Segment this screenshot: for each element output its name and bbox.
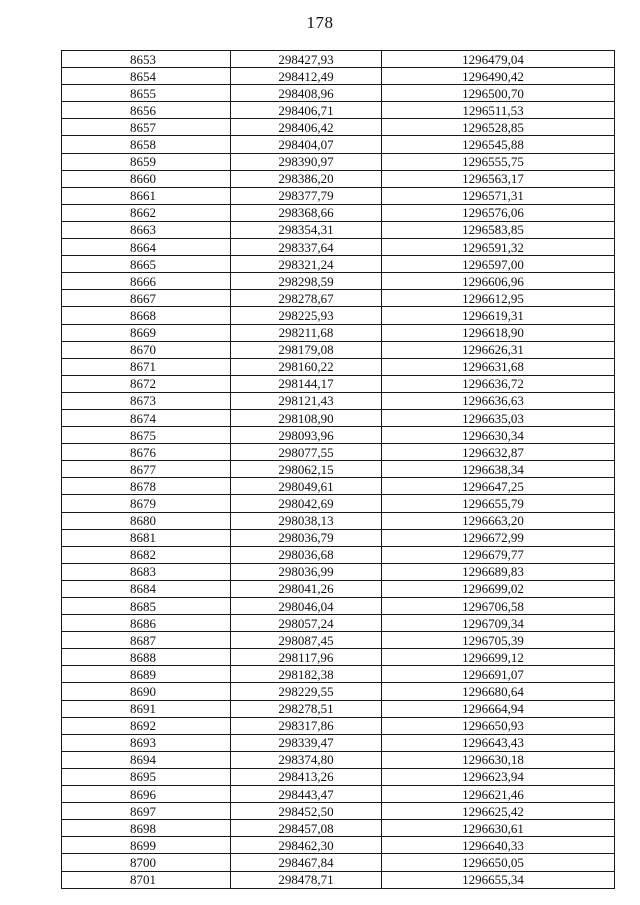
- x-coordinate-cell: 298377,79: [231, 187, 382, 204]
- point-number-cell: 8658: [62, 136, 231, 153]
- point-number-cell: 8689: [62, 666, 231, 683]
- y-coordinate-cell: 1296511,53: [382, 102, 615, 119]
- y-coordinate-cell: 1296655,34: [382, 871, 615, 888]
- point-number-cell: 8675: [62, 427, 231, 444]
- x-coordinate-cell: 298427,93: [231, 51, 382, 68]
- y-coordinate-cell: 1296631,68: [382, 358, 615, 375]
- x-coordinate-cell: 298049,61: [231, 478, 382, 495]
- point-number-cell: 8680: [62, 512, 231, 529]
- point-number-cell: 8661: [62, 187, 231, 204]
- y-coordinate-cell: 1296699,12: [382, 649, 615, 666]
- y-coordinate-cell: 1296597,00: [382, 256, 615, 273]
- point-number-cell: 8698: [62, 820, 231, 837]
- table-row: [62, 239, 615, 256]
- point-number-cell: 8664: [62, 239, 231, 256]
- table-row: [62, 768, 615, 785]
- y-coordinate-cell: 1296626,31: [382, 341, 615, 358]
- x-coordinate-cell: 298339,47: [231, 734, 382, 751]
- table-row: [62, 683, 615, 700]
- y-coordinate-cell: 1296691,07: [382, 666, 615, 683]
- x-coordinate-cell: 298042,69: [231, 495, 382, 512]
- y-coordinate-cell: 1296618,90: [382, 324, 615, 341]
- point-number-cell: 8672: [62, 375, 231, 392]
- table-row: [62, 461, 615, 478]
- x-coordinate-cell: 298121,43: [231, 392, 382, 409]
- y-coordinate-cell: 1296709,34: [382, 615, 615, 632]
- table-row: [62, 854, 615, 871]
- table-row: [62, 632, 615, 649]
- point-number-cell: 8662: [62, 204, 231, 221]
- x-coordinate-cell: 298452,50: [231, 803, 382, 820]
- x-coordinate-cell: 298046,04: [231, 598, 382, 615]
- table-row: [62, 546, 615, 563]
- y-coordinate-cell: 1296636,72: [382, 375, 615, 392]
- point-number-cell: 8678: [62, 478, 231, 495]
- y-coordinate-cell: 1296689,83: [382, 563, 615, 580]
- y-coordinate-cell: 1296650,05: [382, 854, 615, 871]
- point-number-cell: 8660: [62, 170, 231, 187]
- x-coordinate-cell: 298317,86: [231, 717, 382, 734]
- point-number-cell: 8682: [62, 546, 231, 563]
- table-row: [62, 427, 615, 444]
- table-row: [62, 717, 615, 734]
- table-row: [62, 512, 615, 529]
- y-coordinate-cell: 1296623,94: [382, 768, 615, 785]
- table-row: [62, 51, 615, 68]
- point-number-cell: 8696: [62, 786, 231, 803]
- point-number-cell: 8669: [62, 324, 231, 341]
- x-coordinate-cell: 298457,08: [231, 820, 382, 837]
- table-row: [62, 153, 615, 170]
- x-coordinate-cell: 298404,07: [231, 136, 382, 153]
- y-coordinate-cell: 1296621,46: [382, 786, 615, 803]
- table-row: [62, 409, 615, 426]
- y-coordinate-cell: 1296619,31: [382, 307, 615, 324]
- y-coordinate-cell: 1296706,58: [382, 598, 615, 615]
- table-row: [62, 700, 615, 717]
- table-row: [62, 615, 615, 632]
- table-row: [62, 734, 615, 751]
- point-number-cell: 8670: [62, 341, 231, 358]
- table-row: [62, 187, 615, 204]
- x-coordinate-cell: 298036,99: [231, 563, 382, 580]
- x-coordinate-cell: 298160,22: [231, 358, 382, 375]
- table-row: [62, 751, 615, 768]
- point-number-cell: 8677: [62, 461, 231, 478]
- y-coordinate-cell: 1296576,06: [382, 204, 615, 221]
- x-coordinate-cell: 298182,38: [231, 666, 382, 683]
- x-coordinate-cell: 298374,80: [231, 751, 382, 768]
- x-coordinate-cell: 298390,97: [231, 153, 382, 170]
- x-coordinate-cell: 298462,30: [231, 837, 382, 854]
- y-coordinate-cell: 1296650,93: [382, 717, 615, 734]
- x-coordinate-cell: 298057,24: [231, 615, 382, 632]
- y-coordinate-cell: 1296528,85: [382, 119, 615, 136]
- x-coordinate-cell: 298321,24: [231, 256, 382, 273]
- point-number-cell: 8667: [62, 290, 231, 307]
- y-coordinate-cell: 1296630,18: [382, 751, 615, 768]
- table-row: [62, 649, 615, 666]
- table-row: [62, 580, 615, 597]
- table-row: [62, 786, 615, 803]
- point-number-cell: 8653: [62, 51, 231, 68]
- y-coordinate-cell: 1296630,34: [382, 427, 615, 444]
- x-coordinate-cell: 298408,96: [231, 85, 382, 102]
- point-number-cell: 8685: [62, 598, 231, 615]
- table-row: [62, 495, 615, 512]
- point-number-cell: 8654: [62, 68, 231, 85]
- y-coordinate-cell: 1296479,04: [382, 51, 615, 68]
- x-coordinate-cell: 298298,59: [231, 273, 382, 290]
- y-coordinate-cell: 1296647,25: [382, 478, 615, 495]
- y-coordinate-cell: 1296664,94: [382, 700, 615, 717]
- y-coordinate-cell: 1296630,61: [382, 820, 615, 837]
- table-row: [62, 871, 615, 888]
- point-number-cell: 8693: [62, 734, 231, 751]
- x-coordinate-cell: 298087,45: [231, 632, 382, 649]
- table-row: [62, 273, 615, 290]
- point-number-cell: 8699: [62, 837, 231, 854]
- table-row: [62, 529, 615, 546]
- table-row: [62, 358, 615, 375]
- point-number-cell: 8681: [62, 529, 231, 546]
- point-number-cell: 8688: [62, 649, 231, 666]
- point-number-cell: 8666: [62, 273, 231, 290]
- y-coordinate-cell: 1296632,87: [382, 444, 615, 461]
- point-number-cell: 8673: [62, 392, 231, 409]
- x-coordinate-cell: 298225,93: [231, 307, 382, 324]
- table-row: [62, 563, 615, 580]
- table-row: [62, 307, 615, 324]
- table-row: [62, 820, 615, 837]
- y-coordinate-cell: 1296612,95: [382, 290, 615, 307]
- y-coordinate-cell: 1296625,42: [382, 803, 615, 820]
- x-coordinate-cell: 298036,79: [231, 529, 382, 546]
- point-number-cell: 8676: [62, 444, 231, 461]
- point-number-cell: 8657: [62, 119, 231, 136]
- coordinates-table-body: [62, 51, 615, 889]
- y-coordinate-cell: 1296545,88: [382, 136, 615, 153]
- y-coordinate-cell: 1296655,79: [382, 495, 615, 512]
- y-coordinate-cell: 1296699,02: [382, 580, 615, 597]
- x-coordinate-cell: 298278,51: [231, 700, 382, 717]
- x-coordinate-cell: 298144,17: [231, 375, 382, 392]
- x-coordinate-cell: 298211,68: [231, 324, 382, 341]
- y-coordinate-cell: 1296563,17: [382, 170, 615, 187]
- point-number-cell: 8701: [62, 871, 231, 888]
- y-coordinate-cell: 1296679,77: [382, 546, 615, 563]
- y-coordinate-cell: 1296643,43: [382, 734, 615, 751]
- x-coordinate-cell: 298229,55: [231, 683, 382, 700]
- x-coordinate-cell: 298386,20: [231, 170, 382, 187]
- point-number-cell: 8659: [62, 153, 231, 170]
- x-coordinate-cell: 298038,13: [231, 512, 382, 529]
- x-coordinate-cell: 298036,68: [231, 546, 382, 563]
- y-coordinate-cell: 1296640,33: [382, 837, 615, 854]
- point-number-cell: 8679: [62, 495, 231, 512]
- point-number-cell: 8700: [62, 854, 231, 871]
- x-coordinate-cell: 298278,67: [231, 290, 382, 307]
- point-number-cell: 8690: [62, 683, 231, 700]
- table-row: [62, 803, 615, 820]
- point-number-cell: 8692: [62, 717, 231, 734]
- table-row: [62, 68, 615, 85]
- table-row: [62, 102, 615, 119]
- table-row: [62, 290, 615, 307]
- y-coordinate-cell: 1296635,03: [382, 409, 615, 426]
- y-coordinate-cell: 1296490,42: [382, 68, 615, 85]
- table-row: [62, 119, 615, 136]
- x-coordinate-cell: 298406,71: [231, 102, 382, 119]
- y-coordinate-cell: 1296583,85: [382, 221, 615, 238]
- x-coordinate-cell: 298108,90: [231, 409, 382, 426]
- point-number-cell: 8671: [62, 358, 231, 375]
- table-row: [62, 221, 615, 238]
- table-row: [62, 837, 615, 854]
- x-coordinate-cell: 298478,71: [231, 871, 382, 888]
- point-number-cell: 8694: [62, 751, 231, 768]
- point-number-cell: 8683: [62, 563, 231, 580]
- y-coordinate-cell: 1296606,96: [382, 273, 615, 290]
- table-row: [62, 256, 615, 273]
- x-coordinate-cell: 298413,26: [231, 768, 382, 785]
- x-coordinate-cell: 298077,55: [231, 444, 382, 461]
- table-row: [62, 136, 615, 153]
- table-row: [62, 444, 615, 461]
- point-number-cell: 8684: [62, 580, 231, 597]
- table-row: [62, 204, 615, 221]
- x-coordinate-cell: 298368,66: [231, 204, 382, 221]
- x-coordinate-cell: 298117,96: [231, 649, 382, 666]
- point-number-cell: 8691: [62, 700, 231, 717]
- x-coordinate-cell: 298443,47: [231, 786, 382, 803]
- point-number-cell: 8695: [62, 768, 231, 785]
- point-number-cell: 8655: [62, 85, 231, 102]
- table-row: [62, 85, 615, 102]
- point-number-cell: 8668: [62, 307, 231, 324]
- y-coordinate-cell: 1296591,32: [382, 239, 615, 256]
- y-coordinate-cell: 1296680,64: [382, 683, 615, 700]
- point-number-cell: 8665: [62, 256, 231, 273]
- x-coordinate-cell: 298467,84: [231, 854, 382, 871]
- x-coordinate-cell: 298354,31: [231, 221, 382, 238]
- point-number-cell: 8663: [62, 221, 231, 238]
- x-coordinate-cell: 298412,49: [231, 68, 382, 85]
- table-row: [62, 170, 615, 187]
- x-coordinate-cell: 298041,26: [231, 580, 382, 597]
- y-coordinate-cell: 1296555,75: [382, 153, 615, 170]
- table-row: [62, 478, 615, 495]
- y-coordinate-cell: 1296638,34: [382, 461, 615, 478]
- point-number-cell: 8686: [62, 615, 231, 632]
- y-coordinate-cell: 1296571,31: [382, 187, 615, 204]
- y-coordinate-cell: 1296705,39: [382, 632, 615, 649]
- x-coordinate-cell: 298337,64: [231, 239, 382, 256]
- x-coordinate-cell: 298062,15: [231, 461, 382, 478]
- y-coordinate-cell: 1296636,63: [382, 392, 615, 409]
- table-row: [62, 341, 615, 358]
- table-row: [62, 375, 615, 392]
- table-row: [62, 598, 615, 615]
- point-number-cell: 8656: [62, 102, 231, 119]
- table-row: [62, 324, 615, 341]
- x-coordinate-cell: 298406,42: [231, 119, 382, 136]
- x-coordinate-cell: 298179,08: [231, 341, 382, 358]
- coordinates-table: [61, 50, 615, 889]
- table-row: [62, 392, 615, 409]
- y-coordinate-cell: 1296663,20: [382, 512, 615, 529]
- table-row: [62, 666, 615, 683]
- y-coordinate-cell: 1296500,70: [382, 85, 615, 102]
- point-number-cell: 8674: [62, 409, 231, 426]
- point-number-cell: 8687: [62, 632, 231, 649]
- page-number: 178: [306, 13, 334, 32]
- point-number-cell: 8697: [62, 803, 231, 820]
- x-coordinate-cell: 298093,96: [231, 427, 382, 444]
- y-coordinate-cell: 1296672,99: [382, 529, 615, 546]
